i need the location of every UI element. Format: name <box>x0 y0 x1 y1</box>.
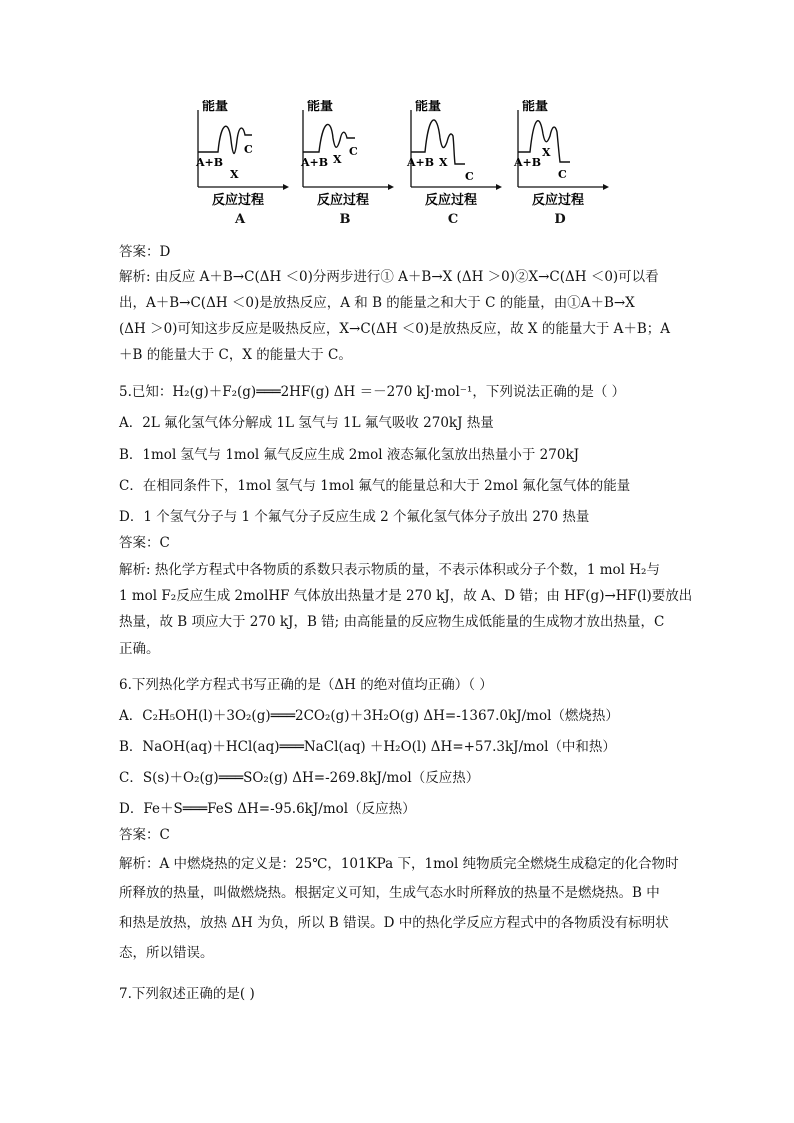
energy-diagram-c <box>403 100 503 230</box>
panel-letter-d: D <box>554 212 566 227</box>
c-label: C <box>558 168 567 181</box>
q5-option: C．在相同条件下，1mol 氢气与 1mol 氟气的能量总和大于 2mol 氟化氢气体的能量 <box>119 478 631 494</box>
ab-label: A+B <box>196 156 224 169</box>
ab-label: A+B <box>301 156 329 169</box>
energy-axis-label: 能量 <box>415 100 442 114</box>
ab-label: A+B <box>514 156 542 169</box>
q6-analysis-line: 解析：A 中燃烧热的定义是：25℃，101KPa 下，1mol 纯物质完全燃烧生成稳定的化合物时 <box>119 856 679 872</box>
energy-diagram-a-graphic <box>190 100 290 210</box>
q5-analysis-line: 1 mol F₂反应生成 2molHF 气体放出热量才是 270 kJ，故 A、D 错；由 HF(g)→HF(l)要放出 <box>119 588 693 604</box>
x-axis-label: 反应过程 <box>317 193 370 208</box>
q4-analysis-line: (ΔH ＞0)可知这步反应是吸热反应，X→C(ΔH ＜0)是放热反应，故 X 的能量大于 A＋B；A <box>119 321 671 337</box>
q4-analysis-line: ＋B 的能量大于 C，X 的能量大于 C。 <box>119 347 352 363</box>
energy-diagram-c-graphic <box>403 100 503 210</box>
x-label: X <box>230 168 239 181</box>
q4-analysis-line: 解析: 由反应 A＋B→C(ΔH ＜0)分两步进行① A＋B→X (ΔH ＞0)②X→C(ΔH ＜0)可以看 <box>119 269 659 285</box>
c-label: C <box>349 145 358 158</box>
energy-diagram-b-graphic <box>295 100 395 210</box>
q6-option: C．S(s)＋O₂(g)═══SO₂(g) ΔH=-269.8kJ/mol（反应热） <box>119 770 480 786</box>
q5-stem: 5.已知：H₂(g)＋F₂(g)═══2HF(g) ΔH ＝－270 kJ·mol⁻¹，下列说法正确的是（ ） <box>119 384 626 400</box>
q6-analysis-line: 态，所以错误。 <box>119 945 214 961</box>
panel-letter-b: B <box>339 212 351 227</box>
panel-letter-c: C <box>447 212 459 227</box>
q6-answer: 答案：C <box>119 827 170 843</box>
q4-answer: 答案：D <box>119 244 171 260</box>
q5-option: A．2L 氟化氢气体分解成 1L 氢气与 1L 氟气吸收 270kJ 热量 <box>119 415 494 431</box>
q7-stem: 7.下列叙述正确的是( ) <box>119 986 255 1002</box>
q5-option: B．1mol 氢气与 1mol 氟气反应生成 2mol 液态氟化氢放出热量小于 270kJ <box>119 447 580 463</box>
x-axis-label: 反应过程 <box>532 193 585 208</box>
q6-analysis-line: 所释放的热量，叫做燃烧热。根据定义可知，生成气态水时所释放的热量不是燃烧热。B 中 <box>119 885 660 901</box>
q4-analysis-line: 出，A＋B→C(ΔH ＜0)是放热反应，A 和 B 的能量之和大于 C 的能量，由①A＋B→X <box>119 295 635 311</box>
energy-axis-label: 能量 <box>522 100 549 114</box>
energy-axis-label: 能量 <box>202 100 229 114</box>
energy-diagram-a <box>190 100 290 230</box>
q6-option: A．C₂H₅OH(l)＋3O₂(g)═══2CO₂(g)＋3H₂O(g) ΔH=-1367.0kJ/mol（燃烧热） <box>119 708 619 724</box>
q6-analysis-line: 和热是放热，放热 ΔH 为负，所以 B 错误。D 中的热化学反应方程式中的各物质没有标明状 <box>119 915 669 931</box>
c-label: C <box>465 170 474 183</box>
q6-stem: 6.下列热化学方程式书写正确的是（ΔH 的绝对值均正确）（ ） <box>119 677 493 693</box>
q5-answer: 答案：C <box>119 535 170 551</box>
x-label: X <box>333 153 342 166</box>
q6-option: D．Fe＋S═══FeS ΔH=-95.6kJ/mol（反应热） <box>119 801 416 817</box>
panel-letter-a: A <box>234 212 246 227</box>
x-label: X <box>439 156 448 169</box>
q6-option: B．NaOH(aq)＋HCl(aq)═══NaCl(aq) ＋H₂O(l) ΔH=+57.3kJ/mol（中和热） <box>119 739 616 755</box>
x-axis-label: 反应过程 <box>212 193 265 208</box>
energy-diagram-d <box>510 100 610 230</box>
x-label: X <box>542 146 551 159</box>
x-axis-label: 反应过程 <box>425 193 478 208</box>
c-label: C <box>244 143 253 156</box>
energy-diagram-d-graphic <box>510 100 610 210</box>
energy-diagrams <box>190 100 610 235</box>
ab-label: A+B <box>407 156 435 169</box>
q5-analysis-line: 解析: 热化学方程式中各物质的系数只表示物质的量，不表示体积或分子个数，1 mol H₂与 <box>119 562 660 578</box>
energy-axis-label: 能量 <box>307 100 334 114</box>
q5-analysis-line: 热量，故 B 项应大于 270 kJ，B 错; 由高能量的反应物生成低能量的生成物才放出热量，C <box>119 614 665 630</box>
q5-option: D．1 个氢气分子与 1 个氟气分子反应生成 2 个氟化氢气体分子放出 270 热量 <box>119 509 590 525</box>
q5-analysis-line: 正确。 <box>119 641 160 657</box>
energy-diagram-b <box>295 100 395 230</box>
